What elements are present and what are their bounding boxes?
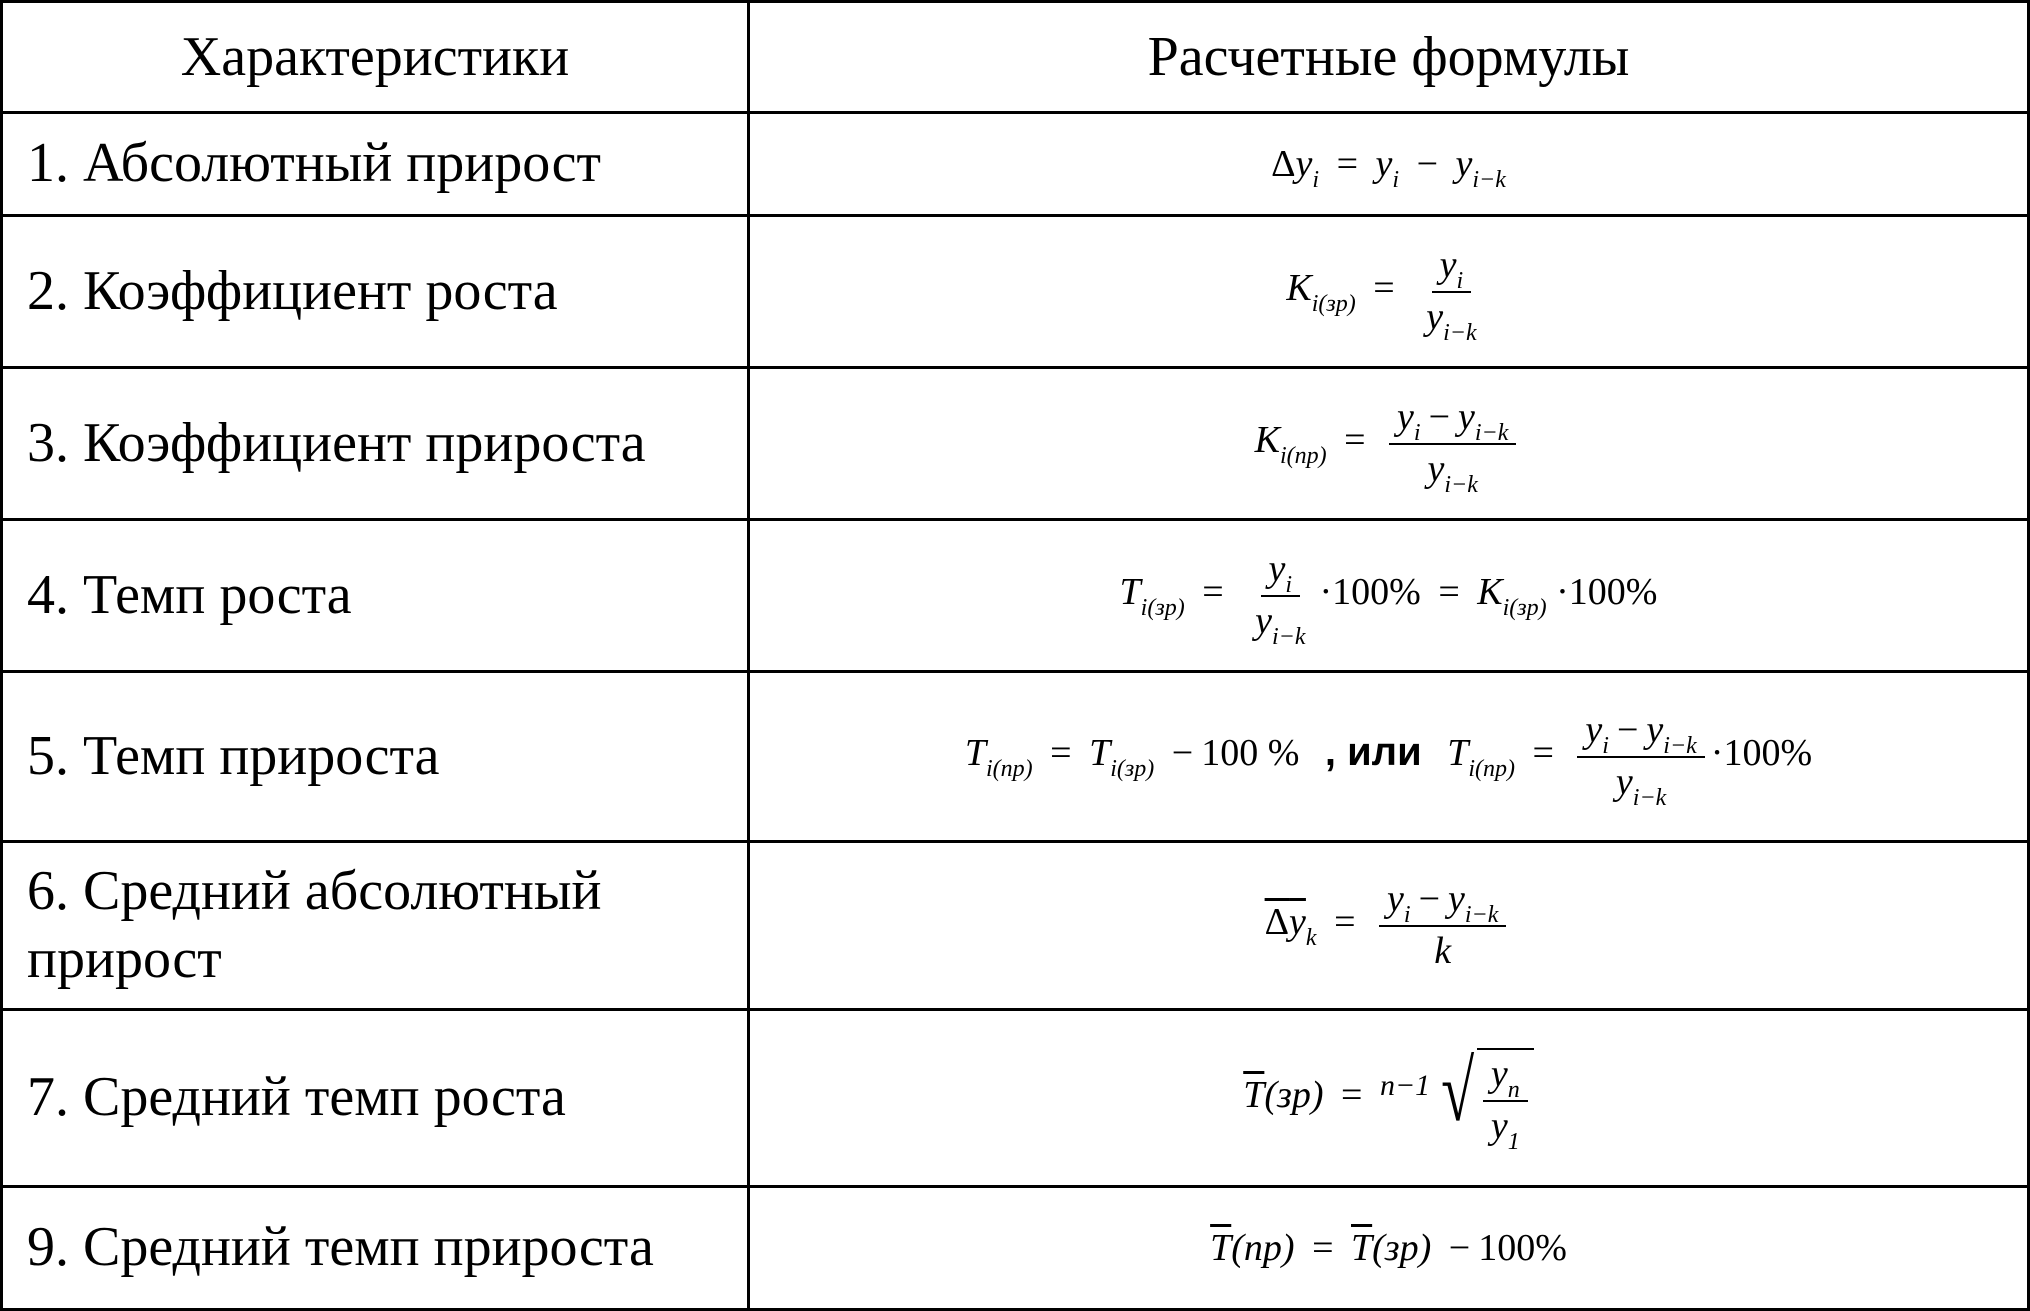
formula-avg-growth-rate: $\overline{T}(зр) = ^{n-1}$ √ $\frac{y_n}{y_1}$: [749, 1010, 2029, 1187]
table-row: [2, 842, 2029, 1010]
row-label-avg-growth-rate: 7. Средний темп роста: [2, 1010, 749, 1187]
table-header-row: [2, 2, 2029, 113]
row-label-increase-coefficient: 3. Коэффициент прироста: [2, 368, 749, 520]
table-row: [2, 368, 2029, 520]
table-row: [2, 1010, 2029, 1187]
table-row: [2, 672, 2029, 842]
table-row: [2, 113, 2029, 216]
formula-growth-coefficient: $K_{i(зр)}$ = $\frac{y_i}{y_{i-k}}$: [749, 216, 2029, 368]
row-label-avg-absolute-growth: 6. Средний абсолютный прирост: [2, 842, 749, 1010]
table-row: [2, 1187, 2029, 1310]
formula-increase-rate: $T_{i(пр)} = T_{i(зр)} - 100$ % , или $T_{i(пр)}$ = $\frac{y_i - y_{i-k}}{y_{i-k}}$ ·100%: [749, 672, 2029, 842]
header-characteristics: Характеристики: [2, 2, 749, 113]
header-formulas: Расчетные формулы: [749, 2, 2029, 113]
formula-absolute-growth: $\Delta y_i = y_i - y_{i-k}$: [749, 113, 2029, 216]
table-row: [2, 216, 2029, 368]
row-label-absolute-growth: 1. Абсолютный прирост: [2, 113, 749, 216]
row-label-growth-rate: 4. Темп роста: [2, 520, 749, 672]
formula-avg-increase-rate: $\overline{T}(пр) = \overline{T}(зр) - 100\%$: [749, 1187, 2029, 1310]
row-label-increase-rate: 5. Темп прироста: [2, 672, 749, 842]
table-row: [2, 520, 2029, 672]
formula-growth-rate: $T_{i(зр)}$ = $\frac{y_i}{y_{i-k}}$ $\cdot 100\% = K_{i(зр)} \cdot 100\%$: [749, 520, 2029, 672]
formula-increase-coefficient: $K_{i(пр)}$ = $\frac{y_i - y_{i-k}}{y_{i-k}}$: [749, 368, 2029, 520]
radical-symbol: √: [1440, 1043, 1474, 1140]
formula-avg-absolute-growth: $\Delta y_k$ = $\frac{y_i - y_{i-k}}{k}$: [749, 842, 2029, 1010]
row-label-avg-increase-rate: 9. Средний темп прироста: [2, 1187, 749, 1310]
row-label-growth-coefficient: 2. Коэффициент роста: [2, 216, 749, 368]
